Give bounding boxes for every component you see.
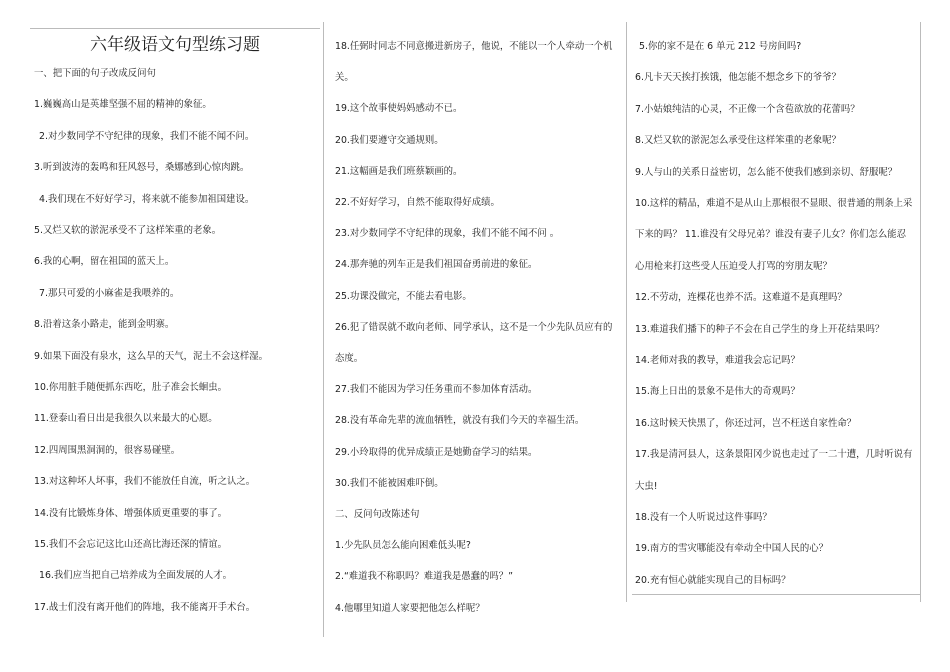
col1-line: 13.对这种坏人坏事，我们不能放任自流，听之认之。: [34, 476, 256, 488]
col3-line: 9.人与山的关系日益密切，怎么能不使我们感到亲切、舒服呢？: [635, 166, 898, 178]
col3-line: 心用枪来打这些受人压迫受人打骂的穷朋友呢？: [635, 260, 832, 272]
column-2: [330, 0, 622, 672]
col3-line: 12.不劳动，连棵花也养不活。这难道不是真理吗？: [635, 292, 847, 304]
col1-line: 2.对少数同学不守纪律的现象，我们不能不闻不问。: [39, 130, 255, 142]
col1-line: 8.沿着这条小路走，能到金明寨。: [34, 319, 175, 331]
col2-line: 20.我们要遵守交通规则。: [335, 134, 444, 146]
col1-line: 16.我们应当把自己培养成为全面发展的人才。: [39, 570, 233, 582]
col1-line: 7.那只可爱的小麻雀是我喂养的。: [39, 287, 180, 299]
col3-line: 下来的吗？ 11.谁没有父母兄弟？谁没有妻子儿女？你们怎么能忍: [635, 229, 907, 241]
col3-line: 14.老师对我的教导，难道我会忘记吗？: [635, 355, 800, 366]
col2-line: 25.功课没做完，不能去看电影。: [335, 290, 472, 302]
col2-line: 态度。: [335, 353, 364, 364]
col1-line: 11.登泰山看日出是我很久以来最大的心愿。: [34, 413, 218, 425]
col3-line: 18.没有一个人听说过这件事吗？: [635, 512, 772, 523]
col2-line: 29.小玲取得的优异成绩正是她勤奋学习的结果。: [335, 446, 538, 458]
col2-line: 1.少先队员怎么能向困难低头呢?: [335, 540, 471, 552]
column-divider-2: [626, 22, 627, 602]
col1-line: 一、把下面的句子改成反问句: [34, 68, 156, 79]
col1-line: 17.战士们没有离开他们的阵地，我不能离开手术台。: [34, 601, 256, 613]
col3-line: 大虫!: [635, 480, 658, 492]
col1-line: 3.听到波涛的轰鸣和狂风怒号，桑娜感到心惊肉跳。: [34, 162, 250, 174]
col3-line: 7.小姑娘纯洁的心灵，不正像一个含苞欲放的花蕾吗？: [635, 103, 860, 115]
col2-line: 2.“难道我不称职吗？难道我是愚蠢的吗？”: [335, 571, 514, 583]
page-title: 六年级语文句型练习题: [90, 35, 260, 55]
col2-line: 26.犯了错误就不敢向老师、同学承认，这不是一个少先队员应有的: [335, 321, 613, 333]
col3-line: 19.南方的雪灾哪能没有牵动全中国人民的心？: [635, 543, 829, 555]
col2-line: 27.我们不能因为学习任务重而不参加体育活动。: [335, 384, 538, 396]
col1-line: 12.四周围黑洞洞的，很容易碰壁。: [34, 444, 181, 456]
col1-line: 1.巍巍高山是英雄坚强不屈的精神的象征。: [34, 99, 212, 111]
col2-line: 23.对少数同学不守纪律的现象，我们不能不闻不问 。: [335, 228, 560, 240]
col3-line: 17.我是清河县人，这条景阳冈少说也走过了一二十遭，几时听说有: [635, 449, 913, 461]
col1-line: 6.我的心啊，留在祖国的蓝天上。: [34, 256, 175, 268]
col1-line: 4.我们现在不好好学习，将来就不能参加祖国建设。: [39, 193, 255, 205]
col1-line: 9.如果下面没有泉水，这么旱的天气，泥土不会这样湿。: [34, 350, 268, 362]
col3-line: 20.充有恒心就能实现自己的目标吗？: [635, 574, 791, 586]
col1-line: 14.没有比锻炼身体、增强体质更重要的事了。: [34, 507, 228, 519]
col1-line: 15.我们不会忘记这比山还高比海还深的情谊。: [34, 539, 228, 550]
col3-line: 15.海上日出的景象不是伟大的奇观吗？: [635, 386, 800, 398]
col1-line: 5.又烂又软的淤泥承受不了这样笨重的老象。: [34, 225, 222, 236]
column-divider-1: [323, 22, 324, 637]
col2-line: 18.任弼时同志不同意搬进新房子，他说，不能以一个人牵动一个机: [335, 41, 613, 52]
col3-line: 6.凡卡天天挨打挨饿，他怎能不想念乡下的爷爷？: [635, 72, 841, 84]
col3-line: 8.又烂又软的淤泥怎么承受住这样笨重的老象呢？: [635, 135, 841, 147]
col2-line: 22.不好好学习，自然不能取得好成绩。: [335, 197, 500, 208]
col2-line: 二、反问句改陈述句: [335, 509, 420, 520]
col3-line: 10.这样的精品，难道不是从山上那根很不显眼、很普通的荆条上采: [635, 198, 913, 209]
col3-line: 5.你的家不是在 6 单元 212 号房间吗?: [639, 41, 802, 52]
col3-line: 16.这时候天快黑了，你还过河，岂不枉送自家性命？: [635, 417, 857, 429]
col2-line: 4.他哪里知道人家要把他怎么样呢？: [335, 602, 485, 614]
col2-line: 关。: [335, 72, 354, 84]
col3-line: 13.难道我们播下的种子不会在自己学生的身上开花结果吗？: [635, 323, 885, 335]
col2-line: 21.这幅画是我们班蔡颖画的。: [335, 165, 463, 177]
col2-line: 30.我们不能被困难吓倒。: [335, 477, 444, 489]
col1-line: 10.你用脏手随便抓东西吃，肚子准会长蛔虫。: [34, 382, 228, 393]
col2-line: 24.那奔驰的列车正是我们祖国奋勇前进的象征。: [335, 259, 538, 271]
col2-line: 19.这个故事使妈妈感动不已。: [335, 103, 463, 115]
column-3: [630, 0, 930, 672]
column-1: [0, 0, 322, 672]
col2-line: 28.没有革命先辈的流血牺牲，就没有我们今天的幸福生活。: [335, 415, 585, 427]
